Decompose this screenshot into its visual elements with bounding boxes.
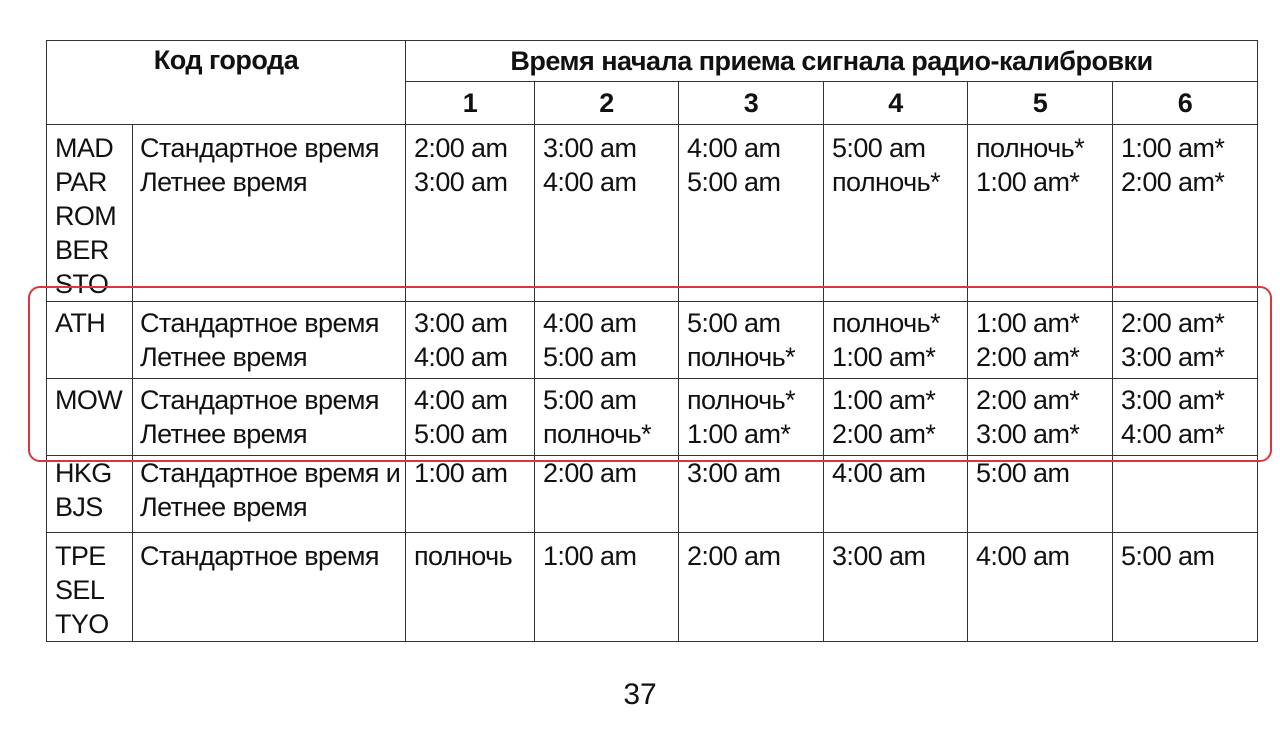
time-value: полночь* [976,133,1084,163]
time-cell [1113,302,1258,379]
time-value: 1:00 am* [976,167,1080,197]
time-value: полночь [414,541,513,571]
city-code-header: Код города [47,41,406,125]
time-cell [679,125,824,302]
time-kind-cell [133,533,406,642]
city-code: MAD [55,133,114,163]
time-kind-cell [133,125,406,302]
city-code: TPE [55,541,106,571]
time-kind: Летнее время [140,167,308,197]
time-value: 2:00 am [687,541,781,571]
time-value: 1:00 am* [976,308,1080,338]
time-kind-cell [133,456,406,533]
city-codes-cell [47,456,133,533]
time-kind-cell [133,302,406,379]
time-cell [824,302,968,379]
time-cell [968,125,1113,302]
time-cell [535,456,679,533]
time-value: 4:00 am [832,458,926,488]
column-header-4: 4 [824,82,968,125]
time-value: 5:00 am [414,419,508,449]
time-kind: Летнее время [140,342,308,372]
time-cell [406,456,535,533]
time-value: 1:00 am* [1121,133,1225,163]
time-value: 5:00 am [687,167,781,197]
time-value: 1:00 am* [832,342,936,372]
time-value: 5:00 am [832,133,926,163]
time-value: 4:00 am [687,133,781,163]
time-value: полночь* [687,385,795,415]
time-value: полночь* [832,167,940,197]
time-kind: Летнее время [140,419,308,449]
time-kind: Стандартное время [140,541,379,571]
table-row [47,533,1258,642]
time-cell [406,125,535,302]
start-time-header: Время начала приема сигнала радио-калибровки [406,41,1258,82]
time-value: 5:00 am [687,308,781,338]
time-value: 5:00 am [976,458,1070,488]
time-value: 1:00 am* [687,419,791,449]
column-header-6: 6 [1113,82,1258,125]
time-cell [824,125,968,302]
time-value: 1:00 am [543,541,637,571]
time-value: 2:00 am* [832,419,936,449]
time-value: 1:00 am [414,458,508,488]
city-code: BER [55,235,109,265]
time-kind-cell [133,379,406,456]
table-row [47,125,1258,302]
time-value: 4:00 am* [1121,419,1225,449]
time-cell [406,302,535,379]
time-value: 3:00 am [414,167,508,197]
city-code: PAR [55,167,107,197]
time-kind: Летнее время [140,492,308,522]
time-cell [968,456,1113,533]
time-cell [406,533,535,642]
time-value: 3:00 am* [1121,342,1225,372]
time-value: 3:00 am* [976,419,1080,449]
time-cell [824,379,968,456]
time-value: 2:00 am [414,133,508,163]
city-code: BJS [55,492,103,522]
time-kind: Стандартное время [140,133,379,163]
city-code: HKG [55,458,112,488]
time-value: 2:00 am* [1121,308,1225,338]
time-value: 3:00 am [687,458,781,488]
time-value: 2:00 am* [1121,167,1225,197]
time-cell [824,456,968,533]
city-code: ROM [55,201,117,231]
time-value: 5:00 am [1121,541,1215,571]
table-row [47,302,1258,379]
column-header-2: 2 [535,82,679,125]
page-number: 37 [623,678,657,711]
time-value: 4:00 am [543,308,637,338]
time-value: 3:00 am [543,133,637,163]
time-value: полночь* [543,419,651,449]
time-value: 2:00 am* [976,385,1080,415]
time-value: 3:00 am* [1121,385,1225,415]
city-code: MOW [55,385,123,415]
time-cell [1113,533,1258,642]
time-value: 4:00 am [414,385,508,415]
city-codes-cell [47,379,133,456]
time-cell [824,533,968,642]
city-codes-cell [47,302,133,379]
time-value: 3:00 am [832,541,926,571]
time-cell [679,533,824,642]
table-row [47,379,1258,456]
time-cell [968,379,1113,456]
time-kind: Стандартное время [140,385,379,415]
city-codes-cell [47,125,133,302]
time-cell [535,302,679,379]
time-kind: Стандартное время и [140,458,401,488]
time-cell [679,302,824,379]
time-cell [1113,125,1258,302]
city-codes-cell [47,533,133,642]
time-value: 2:00 am* [976,342,1080,372]
city-code: TYO [55,609,109,639]
time-value: 4:00 am [976,541,1070,571]
time-value: 1:00 am* [832,385,936,415]
time-value: 4:00 am [414,342,508,372]
time-cell [535,125,679,302]
time-kind: Стандартное время [140,308,379,338]
time-cell [406,379,535,456]
time-cell [968,302,1113,379]
city-code: ATH [55,308,106,338]
time-value: 5:00 am [543,342,637,372]
time-cell-empty [1113,456,1258,533]
time-cell [968,533,1113,642]
column-header-5: 5 [968,82,1113,125]
time-cell [535,533,679,642]
time-value: 2:00 am [543,458,637,488]
city-code: STO [55,269,109,299]
time-value: полночь* [832,308,940,338]
time-value: 4:00 am [543,167,637,197]
time-cell [535,379,679,456]
column-header-3: 3 [679,82,824,125]
time-cell [1113,379,1258,456]
city-code: SEL [55,575,105,605]
time-cell [679,456,824,533]
time-cell [679,379,824,456]
table-row [47,456,1258,533]
time-value: 3:00 am [414,308,508,338]
time-value: 5:00 am [543,385,637,415]
column-header-1: 1 [406,82,535,125]
time-value: полночь* [687,342,795,372]
radio-calibration-table [46,40,1258,642]
